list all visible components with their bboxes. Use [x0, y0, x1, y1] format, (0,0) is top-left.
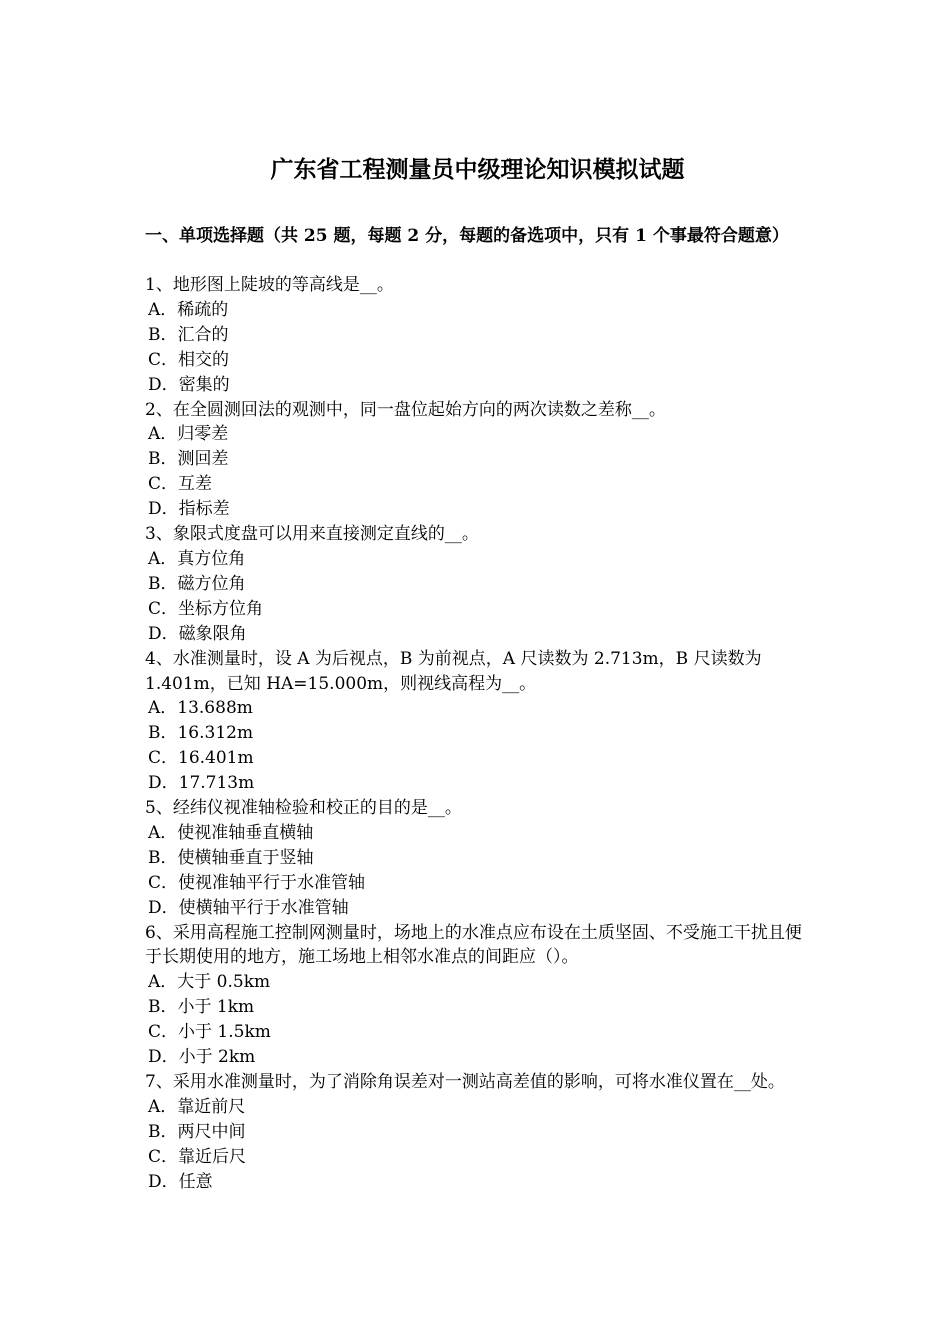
option-b: B．使横轴垂直于竖轴 [148, 847, 314, 868]
question-stem: 7、采用水准测量时，为了消除角误差对一测站高差值的影响，可将水准仪置在__处。 [145, 1072, 785, 1092]
option-d: D．指标差 [148, 499, 230, 520]
option-d: D．使横轴平行于水准管轴 [148, 897, 349, 918]
question-6 [145, 921, 810, 1070]
option-d: D．磁象限角 [148, 623, 247, 644]
option-c: C．小于 1.5km [148, 1022, 271, 1043]
option-a: A．归零差 [148, 424, 229, 445]
option-b: B．两尺中间 [148, 1121, 246, 1142]
question-7 [145, 1070, 810, 1195]
option-b: B．汇合的 [148, 324, 229, 345]
option-c: C．相交的 [148, 349, 230, 370]
option-c: C．坐标方位角 [148, 598, 264, 619]
option-a: A．使视准轴垂直横轴 [148, 822, 314, 843]
option-b: B．小于 1km [148, 997, 255, 1018]
option-b: B．磁方位角 [148, 573, 246, 594]
question-1 [145, 273, 810, 398]
option-a: A．真方位角 [148, 548, 246, 569]
option-c: C．靠近后尺 [148, 1146, 247, 1167]
document-title: 广东省工程测量员中级理论知识模拟试题 [270, 156, 685, 183]
option-c: C．互差 [148, 474, 213, 495]
question-stem: 6、采用高程施工控制网测量时，场地上的水准点应布设在土质坚固、不受施工干扰且便于长期使用的地方，施工场地上相邻水准点的间距应（）。 [145, 922, 802, 968]
question-5 [145, 796, 810, 921]
option-b: B．测回差 [148, 449, 229, 470]
option-a: A．大于 0.5km [148, 972, 271, 993]
question-stem: 5、经纬仪视准轴检验和校正的目的是__。 [145, 798, 462, 819]
option-c: C．使视准轴平行于水准管轴 [148, 872, 366, 893]
question-list [145, 273, 810, 1195]
question-stem: 4、水准测量时，设 A 为后视点，B 为前视点，A 尺读数为 2.713m，B 尺读数为 1.401m，已知 HA=15.000m，则视线高程为__。 [145, 648, 762, 694]
option-a: A．稀疏的 [148, 299, 229, 320]
option-b: B．16.312m [148, 723, 254, 744]
option-d: D．密集的 [148, 374, 230, 395]
option-d: D．17.713m [148, 773, 255, 794]
question-3 [145, 522, 810, 647]
option-d: D．任意 [148, 1171, 213, 1192]
option-a: A．靠近前尺 [148, 1096, 246, 1117]
option-d: D．小于 2km [148, 1047, 256, 1068]
section-heading: 一、单项选择题（共 25 题，每题 2 分，每题的备选项中，只有 1 个事最符合题意） [145, 226, 789, 246]
question-stem: 3、象限式度盘可以用来直接测定直线的__。 [145, 524, 479, 545]
question-4 [145, 647, 810, 796]
question-2 [145, 398, 810, 523]
question-stem: 2、在全圆测回法的观测中，同一盘位起始方向的两次读数之差称__。 [145, 399, 666, 420]
option-a: A．13.688m [148, 698, 253, 719]
option-c: C．16.401m [148, 748, 254, 769]
question-stem: 1、地形图上陡坡的等高线是__。 [145, 275, 394, 295]
